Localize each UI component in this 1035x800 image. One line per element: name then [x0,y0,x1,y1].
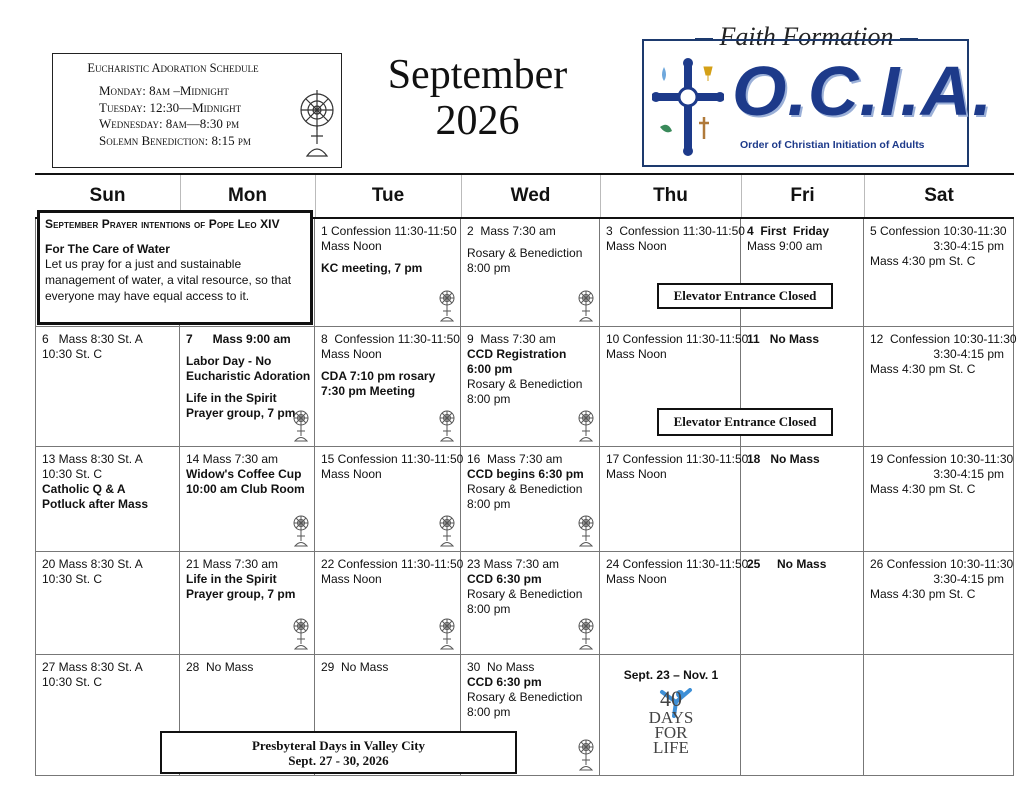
event-line: 28 No Mass [186,660,254,674]
event-line: 8:00 pm [467,497,511,511]
event-line: 8:00 pm [467,705,511,719]
day-events [747,332,819,347]
calendar-day-cell [741,655,864,776]
faith-formation-label: Faith Formation [640,22,973,52]
event-line: Rosary & Benediction [467,690,583,704]
day-events [870,332,1017,377]
event-line: 8:00 pm [467,392,511,406]
adoration-schedule-box [52,53,342,168]
ocia-acronym: O.C.I.A. [732,52,993,130]
monstrance-icon [438,616,456,650]
event-line: 6 Mass 8:30 St. A [42,332,143,346]
event-line: 3:30-4:15 pm [870,467,1005,481]
monstrance-icon [577,513,595,547]
monstrance-icon [577,288,595,322]
event-line: Mass Noon [321,572,382,586]
event-line: 3:30-4:15 pm [870,572,1005,586]
event-line: 18 No Mass [747,452,820,466]
calendar-day-cell [180,552,315,655]
day-events [321,224,457,276]
event-line: CCD begins 6:30 pm [467,467,584,481]
event-line: 3 Confession 11:30-11:50 [606,224,745,238]
event-line: 10:30 St. C [42,572,103,586]
calendar-day-cell [461,552,600,655]
event-line: Widow's Coffee Cup [186,467,302,481]
day-events [321,660,388,675]
event-line: Prayer group, 7 pm [186,406,296,420]
day-events [467,660,582,720]
event-line: Life in the Spirit [186,391,277,405]
calendar-day-cell [315,447,464,552]
event-line: CDA 7:10 pm rosary [321,369,436,383]
event-line: 11 No Mass [747,332,820,346]
calendar-day-cell [461,219,600,327]
event-line [321,254,457,261]
event-line: 10:30 St. C [42,347,103,361]
event-line: 4 First Friday [747,224,830,238]
prayer-intentions-box [37,210,313,325]
event-line: Rosary & Benediction [467,587,583,601]
event-line: Mass 4:30 pm St. C [870,362,976,376]
day-events [467,557,582,617]
calendar-day-cell [864,447,1014,552]
calendar-day-cell [864,552,1014,655]
monstrance-icon [292,616,310,650]
event-line: CCD 6:30 pm [467,572,542,586]
day-events [747,452,820,467]
adoration-title: Eucharistic Adoration Schedule [87,61,259,75]
day-events [186,452,305,497]
event-line: 5 Confession 10:30-11:30 [870,224,1007,238]
event-line: 29 No Mass [321,660,389,674]
event-line: Mass Noon [321,239,382,253]
day-events [42,557,143,587]
event-line: Catholic Q & A [42,482,126,496]
cross-icon [652,57,724,157]
event-line: 10:30 St. C [42,675,103,689]
event-line: Labor Day - No [186,354,272,368]
header-divider [741,175,742,219]
day-events [870,224,1007,269]
event-line: Life in the Spirit [186,572,277,586]
day-header-sun: Sun [89,185,126,206]
forty-line-2: FOR [654,723,688,742]
day-events [747,557,826,572]
month-name: September [387,52,568,98]
event-line: Mass 4:30 pm St. C [870,587,976,601]
event-line: Mass Noon [606,239,667,253]
event-line: Rosary & Benediction [467,246,583,260]
event-line: 27 Mass 8:30 St. A [42,660,143,674]
day-events [467,224,582,276]
calendar-day-cell [864,327,1017,447]
calendar-day-cell [35,552,180,655]
calendar-day-cell [180,327,315,447]
day-events [606,224,745,254]
event-line: 22 Confession 11:30-11:50 [321,557,464,571]
forty-days-for-life [606,668,736,773]
forty-line-1: DAYS [648,708,694,727]
presbyteral-days-notice [160,731,517,774]
event-line: Mass Noon [606,467,667,481]
forty-days-logo-text [636,688,706,755]
day-events [870,557,1013,602]
event-line [186,384,310,391]
event-line: Mass 4:30 pm St. C [870,254,976,268]
adoration-line: Solemn Benediction: 8:15 pm [99,132,251,148]
event-line: 21 Mass 7:30 am [186,557,279,571]
event-line: 7 Mass 9:00 am [186,332,291,346]
event-line: 25 No Mass [747,557,827,571]
monstrance-icon [292,513,310,547]
event-line: Mass Noon [321,347,382,361]
elevator-notice: Elevator Entrance Closed [657,408,833,436]
calendar-day-cell [600,447,749,552]
monstrance-icon [438,513,456,547]
event-line: 3:30-4:15 pm [870,239,1005,253]
prayer-subheading: For The Care of Water [45,242,170,256]
event-line: 2 Mass 7:30 am [467,224,556,238]
event-line: 24 Confession 11:30-11:50 [606,557,749,571]
event-line: 20 Mass 8:30 St. A [42,557,143,571]
event-line: 10 Confession 11:30-11:50 [606,332,749,346]
day-header-fri: Fri [790,185,815,206]
presbyteral-dates: Sept. 27 - 30, 2026 [288,753,389,768]
day-events [467,452,584,512]
event-line: Rosary & Benediction [467,377,583,391]
calendar-day-cell [741,219,864,327]
calendar-day-cell [741,447,864,552]
calendar-day-cell [180,447,315,552]
calendar-day-cell [35,447,180,552]
day-events [42,452,148,512]
calendar-day-cell [35,655,180,776]
calendar-day-cell [315,327,461,447]
event-line: CCD 6:30 pm [467,675,542,689]
event-line: 10:30 St. C [42,467,103,481]
event-line: 1 Confession 11:30-11:50 [321,224,457,238]
adoration-line: Tuesday: 12:30—Midnight [99,99,242,115]
monstrance-icon [299,86,335,160]
event-line: 9 Mass 7:30 am [467,332,556,346]
day-header-sat: Sat [924,185,954,206]
day-header-wed: Wed [510,185,551,206]
day-events [321,557,463,587]
event-line: Eucharistic Adoration [186,369,311,383]
event-line: Prayer group, 7 pm [186,587,296,601]
event-line: 12 Confession 10:30-11:30 [870,332,1017,346]
calendar-day-cell [35,327,180,447]
forty-line-3: LIFE [653,738,689,757]
event-line: 7:30 pm Meeting [321,384,416,398]
event-line: 14 Mass 7:30 am [186,452,279,466]
event-line: 19 Confession 10:30-11:30 [870,452,1014,466]
day-events [870,452,1013,497]
day-header-mon: Mon [227,185,268,206]
ocia-subtitle: Order of Christian Initiation of Adults [740,139,925,151]
event-line: 10:00 am Club Room [186,482,305,496]
calendar-day-cell [600,552,749,655]
event-line: 3:30-4:15 pm [870,347,1005,361]
event-line: 8:00 pm [467,602,511,616]
event-line: 23 Mass 7:30 am [467,557,560,571]
day-events [747,224,829,254]
forty-days-dates: Sept. 23 – Nov. 1 [623,668,719,682]
elevator-notice: Elevator Entrance Closed [657,283,833,309]
event-line: CCD Registration [467,347,567,361]
day-events [42,332,143,362]
calendar-day-cell [461,447,600,552]
event-line: Mass Noon [606,572,667,586]
event-line: 30 No Mass [467,660,535,674]
event-line: Mass Noon [321,467,382,481]
monstrance-icon [577,737,595,771]
day-header-thu: Thu [653,185,688,206]
monstrance-icon [577,616,595,650]
month-year: 2026 [435,98,520,144]
ocia-logo [640,22,993,169]
monstrance-icon [577,408,595,442]
calendar-day-cell [864,655,1014,776]
event-line: 16 Mass 7:30 am [467,452,563,466]
event-line: 26 Confession 10:30-11:30 [870,557,1014,571]
header-divider [461,175,462,219]
adoration-lines [99,83,251,149]
adoration-line: Wednesday: 8am—8:30 pm [99,116,240,131]
monstrance-icon [438,288,456,322]
event-line [467,239,582,246]
calendar-day-cell [461,327,600,447]
day-events [321,452,463,482]
event-line: KC meeting, 7 pm [321,261,423,275]
monstrance-icon [438,408,456,442]
event-line [321,362,460,369]
event-line: Mass Noon [606,347,667,361]
event-line [186,347,310,354]
calendar-day-cell [864,219,1014,327]
prayer-body: Let us pray for a just and sustainable management of water, a vital resource, so that everyone may have equal access to it. [45,257,292,303]
day-events [42,660,143,690]
event-line: Mass 9:00 am [747,239,823,253]
prayer-heading: September Prayer intentions of Pope Leo XIV [45,217,280,231]
event-line: 15 Confession 11:30-11:50 [321,452,464,466]
presbyteral-title: Presbyteral Days in Valley City [251,738,426,753]
month-title [360,52,595,144]
day-events [606,332,748,362]
event-line: 13 Mass 8:30 St. A [42,452,143,466]
event-line: 8:00 pm [467,261,511,275]
day-header-tue: Tue [371,185,405,206]
day-events [606,557,748,587]
header-divider [600,175,601,219]
event-line: 6:00 pm [467,362,513,376]
header-divider [315,175,316,219]
day-events [186,557,295,602]
adoration-line: Monday: 8am –Midnight [99,83,229,98]
header-divider [864,175,865,219]
day-events [321,332,460,399]
event-line: Mass 4:30 pm St. C [870,482,976,496]
event-line: 17 Confession 11:30-11:50 [606,452,749,466]
event-line: 8 Confession 11:30-11:50 [321,332,460,346]
event-line: Rosary & Benediction [467,482,583,496]
day-events [606,452,748,482]
calendar-day-cell [315,219,461,327]
forty-number: 40 [660,686,682,711]
day-events [186,660,253,675]
calendar-day-cell [315,552,464,655]
event-line: Potluck after Mass [42,497,149,511]
calendar-day-cell [741,552,864,655]
day-events [467,332,582,407]
monstrance-icon [292,408,310,442]
